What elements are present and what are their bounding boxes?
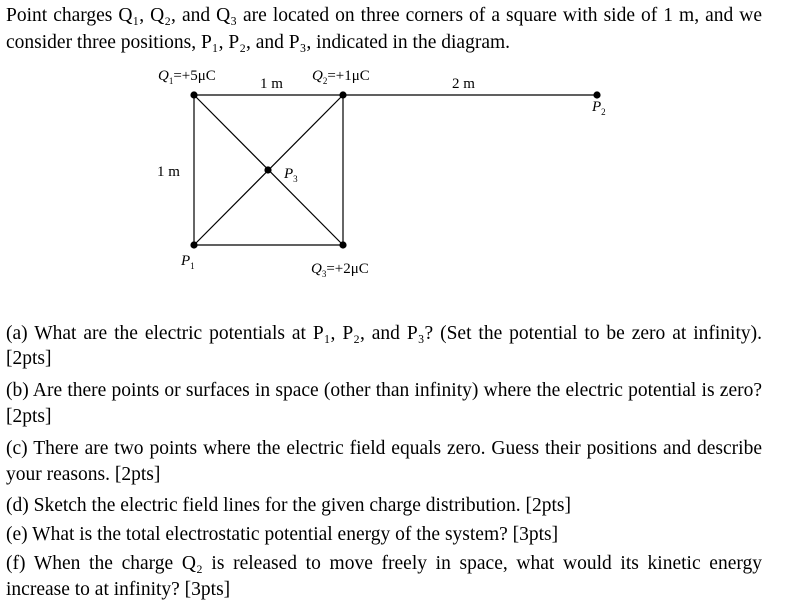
p1-label: $P_1$ bbox=[181, 253, 195, 271]
question-f-line-1: (f) When the charge Q₂ is released to move freely in space, what would its kinetic energy bbox=[6, 553, 762, 574]
intro-line-2: consider three positions, P₁, P₂, and P₃, indicated in the diagram. bbox=[6, 32, 511, 53]
dim-extension: 2 m bbox=[452, 76, 475, 92]
dim-side-top: 1 m bbox=[260, 76, 283, 92]
q3-dot bbox=[339, 241, 346, 248]
question-d-line-1: (d) Sketch the electric field lines for the given charge distribution. [2pts] bbox=[6, 495, 571, 516]
question-a-line-1: (a) What are the electric potentials at P₁, P₂, and P₃? (Set the potential to be zero at infinity). bbox=[6, 323, 762, 344]
question-b-line-1: (b) Are there points or surfaces in space (other than infinity) where the electric potential is zero? bbox=[6, 380, 762, 401]
charge-square-diagram bbox=[0, 0, 801, 290]
question-b-line-2: [2pts] bbox=[6, 406, 52, 427]
question-c-line-2: your reasons. [2pts] bbox=[6, 464, 161, 485]
q2-label: $Q_2=+1\mu C$ bbox=[312, 68, 370, 86]
p3-dot bbox=[264, 166, 271, 173]
q2-dot bbox=[339, 91, 346, 98]
q3-label: $Q_3=+2\mu C$ bbox=[311, 261, 369, 279]
p2-dot bbox=[593, 91, 600, 98]
question-f-line-2: increase to at infinity? [3pts] bbox=[6, 579, 231, 600]
question-c-line-1: (c) There are two points where the electric field equals zero. Guess their positions and describe bbox=[6, 438, 762, 459]
p1-dot bbox=[190, 241, 197, 248]
question-a-line-2: [2pts] bbox=[6, 348, 52, 369]
question-e-line-1: (e) What is the total electrostatic potential energy of the system? [3pts] bbox=[6, 524, 559, 545]
intro-line-1: Point charges Q₁, Q₂, and Q₃ are located on three corners of a square with side of 1 m, and we bbox=[6, 5, 762, 26]
dim-side-left: 1 m bbox=[157, 164, 180, 180]
q1-label: $Q_1=+5\mu C$ bbox=[158, 68, 216, 86]
p3-label: $P_3$ bbox=[284, 166, 298, 184]
p2-label: $P_2$ bbox=[592, 99, 606, 117]
q1-dot bbox=[190, 91, 197, 98]
